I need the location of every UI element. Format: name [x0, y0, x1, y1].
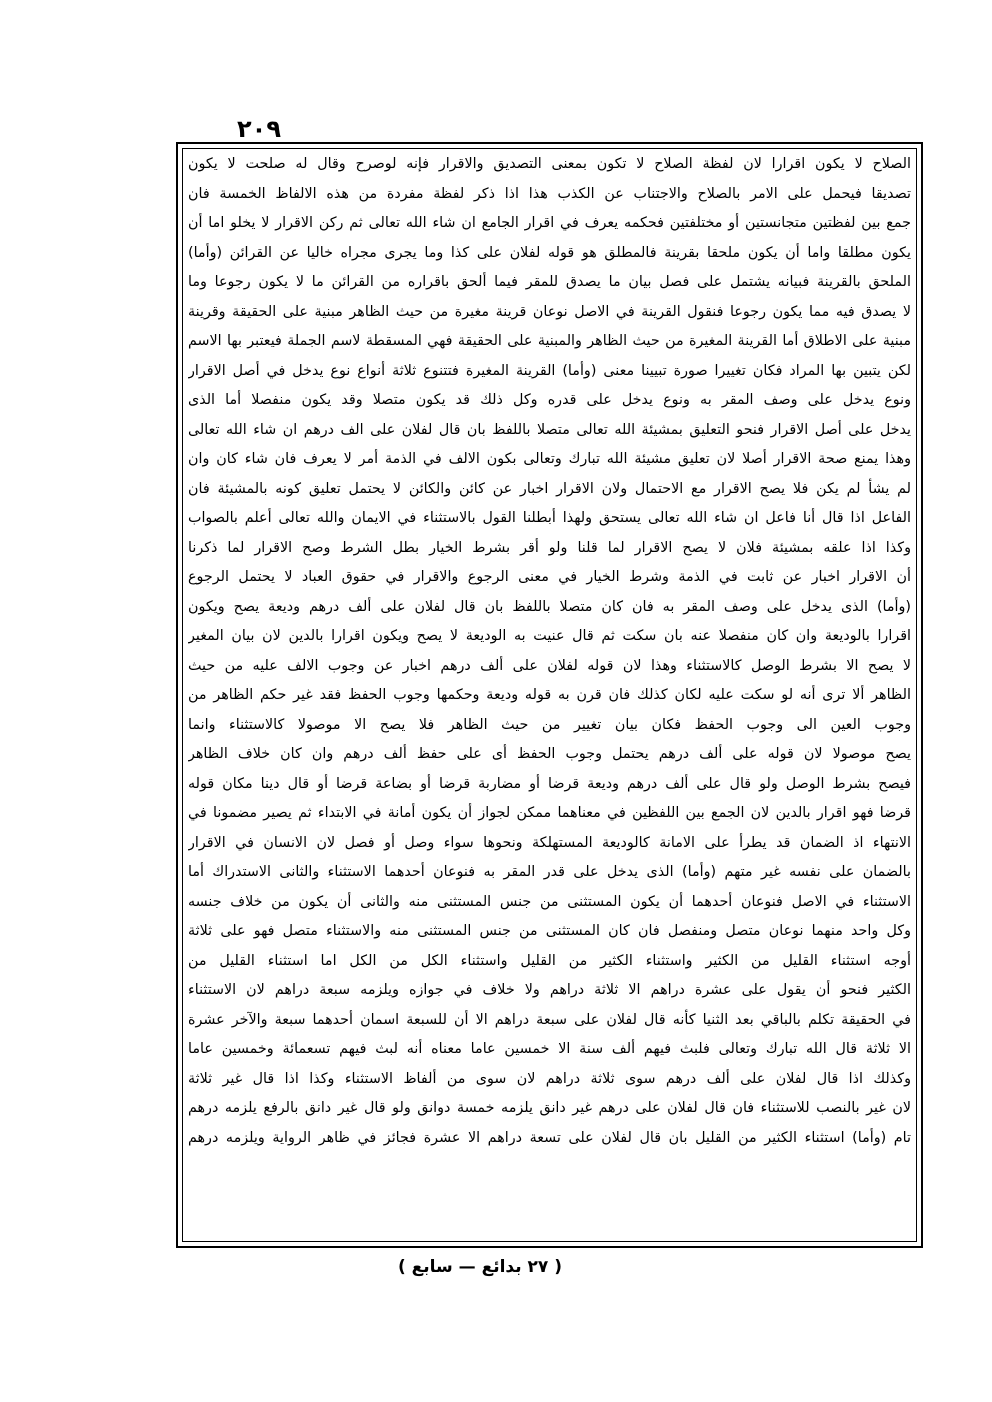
text-line: جمع بين لفظتين متجانستين أو مختلفتين فحكمه يعرف في اقرار الجامع ان شاء الله تعالى ثم ركن الاقرار لا يخلو اما أن — [188, 215, 911, 231]
text-line: مبنية على الاطلاق أما القرينة المغيرة من حيث الظاهر والمبنية على الحقيقة فهي المسقطة لاسم الجملة فيعتبر بها الاسم — [188, 333, 911, 349]
text-line: تام (وأما) استثناء الكثير من القليل بان قال لفلان على تسعة دراهم الا عشرة فجائز في ظاهر الرواية ويلزمه درهم — [188, 1129, 911, 1146]
text-line: يدخل على أصل الاقرار فنحو التعليق بمشيئة الله تعالى متصلا باللفظ بان قال لفلان على الف درهم ان شاء الله تعالى — [188, 421, 911, 438]
text-line: وكذا اذا علقه بمشيئة فلان لا يصح الاقرار لما قلنا ولو أقر بشرط الخيار بطل الشرط وصح الاقرار لما ذكرنا — [188, 539, 911, 556]
text-line: لان غير بالنصب للاستثناء فان قال لفلان على درهم غير دانق يلزمه خمسة دوانق ولو قال غير دانق بالرفع يلزمه درهم — [188, 1100, 911, 1116]
text-line: الكثير فنحو أن يقول على عشرة دراهم الا ثلاثة دراهم ولا خلاف في جوازه ويلزمه سبعة دراهم لان الاستثناء — [188, 982, 911, 998]
text-line: ونوع يدخل على وصف المقر به ونوع يدخل على قدره وكل ذلك قد يكون متصلا وقد يكون منفصلا أما الذى — [188, 392, 911, 408]
text-line: لكن يتبين بها المراد فكان تغييرا صورة تبيينا معنى (وأما) القرينة المغيرة فتتنوع ثلاثة أنواع نوع يدخل في أصل الاقرار — [188, 362, 911, 379]
text-line: لا يصدق فيه مما يكون رجوعا فنقول القرينة في الاصل نوعان قرينة مغيرة من حيث الظاهر مبنية على الحقيقة وقرينة — [188, 303, 911, 320]
text-line: بالضمان على نفسه غير متهم (وأما) الذى يدخل على قدر المقر به فنوعان أحدهما الاستثناء والثانى الاستدراك أما — [188, 864, 911, 880]
text-line: يكون مطلقا واما أن يكون ملحقا بقرينة فالمطلق هو قوله لفلان على كذا وما يجرى مجراه خاليا عن القرائن (وأما) — [188, 244, 911, 261]
page-number: ٢٠٩ — [237, 115, 281, 143]
text-line: الا ثلاثة قال الله تبارك وتعالى فلبث فيهم ألف سنة الا خمسين عاما معناه أنه لبث فيهم تسعمائة وخمسين عاما — [188, 1041, 911, 1057]
text-line: لا يصح الا بشرط الوصل كالاستثناء وهذا لان قوله لفلان على ألف درهم اخبار عن وجوب الالف عليه من حيث — [188, 657, 911, 674]
text-line: في الحقيقة تكلم بالباقي بعد الثنيا كأنه قال لفلان على سبعة دراهم الا أن للسبعة اسمان أحدهما سبعة والآخر عشرة — [188, 1011, 911, 1028]
text-line: الفاعل اذا قال أنا فاعل ان شاء الله تعالى يستحق ولهذا أبطلنا القول بالاستثناء في الايمان والله تعالى أعلم بالصواب — [188, 510, 911, 526]
text-line: قرضا فهو اقرار بالدين لان الجمع بين اللفظين في معناهما ممكن لجواز أن يكون أمانة في الابتداء ثم يصير مضمونا في — [188, 805, 911, 821]
footer-signature: ( ٢٧ بدائع — سابع ) — [397, 1257, 563, 1277]
text-frame — [176, 142, 923, 1248]
text-body — [188, 150, 911, 1153]
text-line: يصح موصولا لان قوله على ألف درهم يحتمل وجوب الحفظ أى على حفظ ألف درهم وان كان خلاف الظاهر — [188, 746, 911, 762]
text-line: الظاهر ألا ترى أنه لو سكت عليه لكان كذلك فان قرن به قوله وديعة وحكمها وجوب الحفظ فقد غير حكم الظاهر من — [188, 687, 911, 703]
text-line: اقرارا بالوديعة وان كان منفصلا عنه بان سكت ثم قال عنيت به الوديعة لا يصح ويكون اقرارا بالدين لان بيان المغير — [188, 628, 911, 644]
text-line: وهذا يمنع صحة الاقرار أصلا لان تعليق مشيئة الله تبارك وتعالى بكون الالف في الذمة أمر لا يعرف فان شاء كان وان — [188, 451, 911, 467]
text-line: أوجه استثناء القليل من الكثير واستثناء الكثير من القليل واستثناء الكل من الكل اما استثناء القليل من — [188, 952, 911, 969]
text-line: لم يشأ لم يكن فلا يصح الاقرار مع الاحتمال ولان الاقرار اخبار عن كائن والكائن لا يحتمل تعليق كونه بالمشيئة فان — [188, 480, 911, 497]
text-line: الانتهاء اذ الضمان قد يطرأ على الامانة كالوديعة المستهلكة ونحوها سواء وصل أو فصل لان الانسان في الاقرار — [188, 834, 911, 851]
text-line: وكذلك اذا قال لفلان على ألف درهم سوى ثلاثة دراهم لان سوى من ألفاظ الاستثناء وكذا اذا قال غير ثلاثة — [188, 1070, 911, 1087]
text-line: تصديقا فيحمل على الامر بالصلاح والاجتناب عن الكذب هذا اذا ذكر لفظة مفردة من هذه الالفاظ الخمسة فان — [188, 185, 911, 202]
text-line: الصلاح لا يكون اقرارا لان لفظة الصلاح لا تكون بمعنى التصديق والاقرار فإنه لوصرح وقال له صلحت لا يكون — [188, 156, 911, 172]
text-line: (وأما) الذى يدخل على وصف المقر به فان كان متصلا باللفظ بان قال لفلان على ألف درهم وديعة يصح ويكون — [188, 598, 911, 615]
text-line: أن الاقرار اخبار عن ثابت في الذمة وشرط الخيار في معنى الرجوع والاقرار في حقوق العباد لا يحتمل الرجوع — [188, 569, 911, 585]
text-line: فيصح بشرط الوصل ولو قال على ألف درهم وديعة قرضا أو مضاربة قرضا أو بضاعة قرضا أو قال دينا مكان قوله — [188, 775, 911, 792]
text-line: الاستثناء في الاصل فنوعان أحدهما أن يكون المستثنى من جنس المستثنى منه والثانى أن يكون من خلاف جنسه — [188, 893, 911, 910]
text-line: وكل واحد منهما نوعان متصل ومنفصل فان كان المستثنى من جنس المستثنى منه والاستثناء متصل فهو على ثلاثة — [188, 923, 911, 939]
text-line: الملحق بالقرينة فبيانه يشتمل على فصل بيان ما يصدق للمقر فيما ألحق باقراره من القرائن ما لا يكون رجوعا وما — [188, 274, 911, 290]
text-line: وجوب العين الى وجوب الحفظ فكان بيان تغيير من حيث الظاهر فلا يصح الا موصولا كالاستثناء وانما — [188, 716, 911, 733]
